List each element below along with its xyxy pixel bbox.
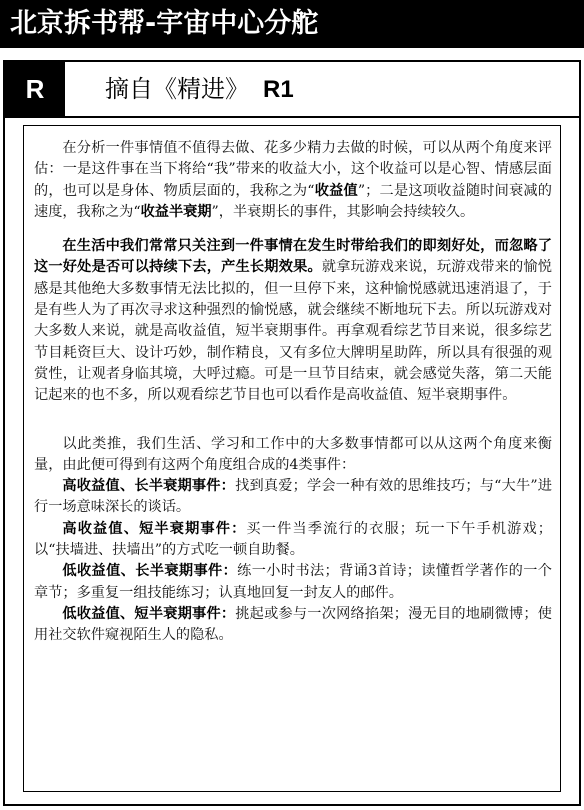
- excerpt-body: [23, 125, 561, 792]
- p1-text-e: ”，半衰期长的事件，其影响会持续较久。: [211, 203, 475, 220]
- page-banner: [0, 0, 584, 48]
- card-title-text: 摘自《精进》: [105, 75, 249, 103]
- item-text: 练一小时书法；背诵3首诗；读懂哲学著作的一个章节；多重复一组技能练习；认真地回复一封友人的邮件。: [34, 563, 552, 601]
- item-label: 高收益值、长半衰期事件：: [62, 478, 236, 495]
- p1-term-value: 收益值: [314, 182, 358, 199]
- list-item: [34, 561, 552, 604]
- banner-title: 北京拆书帮-宇宙中心分舵: [10, 8, 319, 39]
- card-header: [5, 62, 579, 118]
- card-title: [105, 62, 294, 116]
- list-item: [34, 519, 552, 562]
- list-item: [34, 476, 552, 519]
- p1-text-c: ”；二是这项收益随时间衰减的速度，我称之为“: [34, 182, 552, 220]
- p2-bold-text: 在生活中我们常常只关注到一件事情在发生时带给我们的即刻好处，而忽略了这一好处是否可以持续下去，产生长期效果。: [34, 238, 552, 276]
- p1-term-halflife: 收益半衰期: [140, 203, 212, 220]
- list-item: [34, 604, 552, 647]
- paragraph-1: [34, 138, 552, 223]
- excerpt-card: [3, 60, 581, 806]
- item-text: 买一件当季流行的衣服；玩一下午手机游戏；以“扶墙进、扶墙出”的方式吃一顿自助餐。: [34, 520, 552, 559]
- paragraph-3: [34, 434, 552, 477]
- item-label: 低收益值、短半衰期事件：: [62, 605, 236, 622]
- item-label: 低收益值、长半衰期事件：: [62, 563, 238, 580]
- item-text: 挑起或参与一次网络掐架；漫无目的地刷微博；使用社交软件窥视陌生人的隐私。: [34, 605, 552, 644]
- item-label: 高收益值、短半衰期事件：: [62, 520, 247, 537]
- paragraph-2: [34, 236, 552, 406]
- p1-text-a: 在分析一件事情值不值得去做、花多少精力去做的时候，可以从两个角度来评估：一是这件事在当下将给“我”带来的收益大小，这个收益可以是心智、情感层面的，也可以是身体、物质层面的，我称之为“: [34, 140, 552, 199]
- p3-text: 以此类推，我们生活、学习和工作中的大多数事情都可以从这两个角度来衡量，由此便可得到有这两个角度组合成的4类事件：: [34, 435, 552, 473]
- p2-text: 就拿玩游戏来说，玩游戏带来的愉悦感是其他绝大多数事情无法比拟的，但一旦停下来，这种愉悦感就迅速消退了，于是有些人为了再次寻求这种强烈的愉悦感，就会继续不断地玩下去。所以玩游戏对大多数人来说，就是高收益值，短半衰期事件。再拿观看综艺节目来说，很多综艺节目耗资巨大、设计巧妙，制作精良，又有多位大牌明星助阵，所以具有很强的观赏性，让观者身临其境，大呼过瘾。可是一旦节目结束，就会感觉失落，第二天能记起来的也不多，所以观看综艺节目也可以看作是高收益值、短半衰期事件。: [34, 259, 552, 404]
- card-code: R1: [263, 76, 294, 103]
- card-badge: R: [5, 62, 65, 116]
- item-text: 找到真爱；学会一种有效的思维技巧；与“大牛”进行一场意味深长的谈话。: [34, 478, 552, 516]
